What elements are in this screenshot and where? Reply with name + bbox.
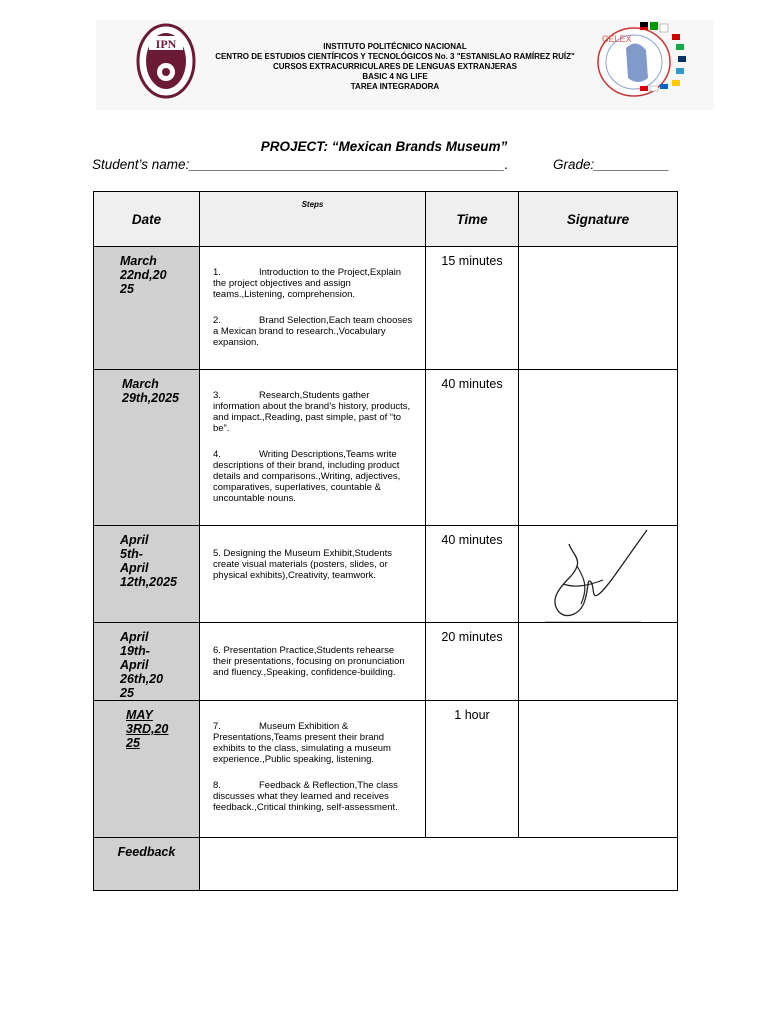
table-header-row [94, 192, 678, 247]
header-line: INSTITUTO POLITÉCNICO NACIONAL [323, 42, 467, 51]
steps-cell [200, 623, 426, 701]
time-cell: 40 minutes [426, 370, 519, 526]
step-text: 5. Designing the Museum Exhibit,Students create visual materials (posters, slides, or physical exhibits),Creativity, teamwork. [213, 548, 393, 581]
signature-cell[interactable] [519, 247, 678, 370]
svg-text:IPN: IPN [155, 37, 177, 51]
date-cell [94, 247, 200, 370]
step-item [213, 315, 413, 348]
step-number: 3. [213, 390, 221, 401]
table-row [94, 247, 678, 370]
step-number: 4. [213, 449, 221, 460]
step-text: Research,Students gather information about the brand’s history, products, and impact.,Reading, past simple, past of “to be”. [213, 390, 411, 434]
header-signature: Signature [519, 192, 678, 247]
date-cell [94, 623, 200, 701]
step-text: Brand Selection,Each team chooses a Mexican brand to research.,Vocabulary expansion. [213, 315, 413, 348]
step-item [213, 721, 413, 765]
step-item [213, 449, 413, 504]
step-number: 2. [213, 315, 221, 326]
date-text: MAY 3RD,20 25 [126, 708, 169, 750]
date-text: March 22nd,20 25 [120, 254, 167, 296]
step-text: Writing Descriptions,Teams write descriptions of their brand, including product details and comparisons.,Writing, adjectives, comparatives, superlatives, countable & uncountable nouns. [213, 449, 401, 504]
step-number: 1. [213, 267, 221, 278]
date-text: April 19th- April 26th,20 25 [120, 630, 164, 700]
step-text: Introduction to the Project,Explain the project objectives and assign teams.,Listening, comprehension. [213, 267, 402, 300]
date-cell [94, 526, 200, 623]
feedback-label: Feedback [94, 838, 200, 891]
table-row [94, 623, 678, 701]
step-item [213, 267, 413, 300]
header-time: Time [426, 192, 519, 247]
step-text: 6. Presentation Practice,Students rehearse their presentations, focusing on pronunciation and fluency.,Speaking, confidence-building. [213, 645, 405, 678]
ipn-logo [135, 22, 197, 100]
header-line: BASIC 4 NG LIFE [362, 72, 428, 81]
step-number: 8. [213, 780, 221, 791]
celex-logo [592, 20, 696, 100]
date-text: March 29th,2025 [122, 377, 179, 405]
header-line: CENTRO DE ESTUDIOS CIENTÍFICOS Y TECNOLÓGICOS No. 3 "ESTANISLAO RAMÍREZ RUÍZ" [215, 52, 575, 61]
table-row [94, 701, 678, 838]
student-name-field[interactable]: Student’s name:__________________________________________. [92, 157, 509, 172]
time-cell: 20 minutes [426, 623, 519, 701]
feedback-row [94, 838, 678, 891]
table-row [94, 526, 678, 623]
steps-cell [200, 526, 426, 623]
header-line: TAREA INTEGRADORA [350, 82, 440, 91]
step-text: Museum Exhibition & Presentations,Teams present their brand exhibits to the class, simulating a museum experience.,Public speaking, listening. [213, 721, 391, 765]
time-cell: 40 minutes [426, 526, 519, 623]
svg-text:CELEX: CELEX [602, 34, 632, 44]
step-number: 7. [213, 721, 221, 732]
institution-header [205, 42, 585, 92]
step-item [213, 780, 413, 813]
steps-cell [200, 370, 426, 526]
step-item [213, 390, 413, 434]
step-text: Feedback & Reflection,The class discusses what they learned and receives feedback.,Critical thinking, self-assessment. [213, 780, 398, 813]
time-cell: 1 hour [426, 701, 519, 838]
date-cell [94, 701, 200, 838]
date-cell [94, 370, 200, 526]
feedback-field[interactable] [200, 838, 678, 891]
time-cell: 15 minutes [426, 247, 519, 370]
handwritten-signature [541, 526, 651, 622]
project-title: PROJECT: “Mexican Brands Museum” [260, 139, 508, 154]
header-steps: Steps [200, 192, 426, 247]
header-line: CURSOS EXTRACURRICULARES DE LENGUAS EXTRANJERAS [272, 62, 518, 71]
signature-cell[interactable] [519, 623, 678, 701]
step-item [213, 548, 413, 581]
signature-cell[interactable] [519, 370, 678, 526]
table-row [94, 370, 678, 526]
grade-field[interactable]: Grade:__________ [553, 157, 670, 172]
steps-cell [200, 247, 426, 370]
project-plan-table [93, 191, 678, 891]
header-date: Date [94, 192, 200, 247]
signature-cell[interactable] [519, 701, 678, 838]
steps-cell [200, 701, 426, 838]
step-item [213, 645, 413, 678]
date-text: April 5th- April 12th,2025 [120, 533, 177, 589]
signature-cell[interactable] [519, 526, 678, 623]
